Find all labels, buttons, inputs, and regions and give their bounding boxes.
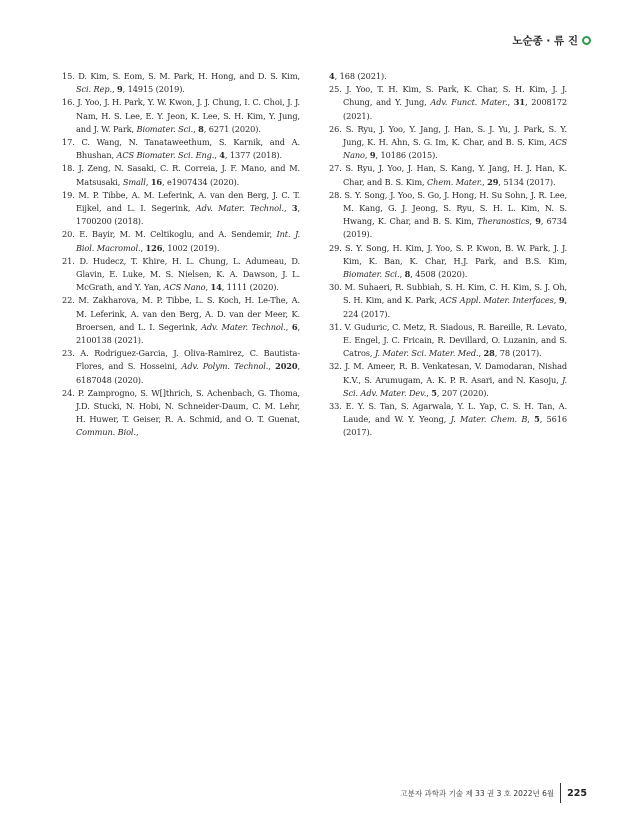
reference-item [329, 360, 567, 400]
reference-volume: 5 [534, 414, 540, 425]
reference-authors: M. Suhaeri, R. Subbiah, S. H. Kim, C. H. Kim, S. J. Oh, S. H. Kim, and K. Park, [341, 282, 567, 306]
reference-separator: , [529, 216, 536, 227]
footer-journal-info: 고분자 과학과 기술 제 33 권 3 호 2022년 6월 [400, 788, 555, 798]
reference-number: 33. [329, 401, 342, 412]
reference-journal: ACS Nano [163, 282, 206, 293]
reference-volume: 9 [369, 150, 376, 161]
reference-authors: C. Wang, N. Tanataweethum, S. Karnik, and A. Bhushan, [74, 137, 300, 161]
reference-authors: A. Rodriguez-Garcia, J. Oliva-Ramirez, C. Bautista-Flores, and S. Hosseini, [74, 348, 300, 372]
reference-authors: E. Y. S. Tan, S. Agarwala, Y. L. Yap, C. S. H. Tan, A. Laude, and W. Y. Yeong, [341, 401, 567, 425]
reference-volume: 6 [291, 321, 298, 332]
reference-pages-year: , 2100138 (2021). [76, 321, 300, 346]
reference-journal: Theranostics [477, 216, 530, 227]
reference-authors: J. Yoo, T. H. Kim, S. Park, K. Char, S. H. Kim, J. J. Chung, and Y. Jung, [341, 84, 567, 108]
reference-pages-year: , 4508 (2020). [410, 269, 468, 280]
reference-separator: , [205, 282, 211, 293]
reference-separator: , [399, 269, 405, 280]
reference-journal: Biomater. Sci. [343, 269, 400, 280]
reference-journal: Adv. Mater. Technol. [195, 203, 285, 214]
reference-item [62, 136, 300, 162]
reference-number: 24. [62, 387, 75, 398]
reference-separator: , [364, 150, 370, 161]
reference-journal: Adv. Polym. Technol. [181, 361, 269, 372]
reference-item [329, 123, 567, 163]
page-header [512, 33, 591, 48]
reference-separator: , [284, 203, 292, 214]
reference-pages-year: , 14915 (2019). [122, 84, 185, 95]
reference-number: 26. [329, 123, 342, 134]
reference-separator: , [135, 427, 139, 438]
reference-pages-year: , 6734 (2019). [343, 216, 567, 240]
reference-volume: 14 [210, 282, 222, 293]
reference-pages-year: , 1700200 (2018). [76, 203, 300, 227]
reference-pages-year: , 168 (2021). [334, 71, 387, 81]
reference-list [62, 70, 567, 440]
reference-number: 27. [329, 163, 342, 174]
reference-volume: 4 [329, 71, 335, 81]
reference-pages-year: , 224 (2017). [343, 295, 567, 319]
reference-number: 30. [329, 282, 342, 293]
reference-separator: , [214, 150, 220, 161]
reference-authors: J. Yoo, J. H. Park, Y. W. Kwon, J. J. Chung, I. C. Choi, J. J. Nam, H. S. Lee, E. Y. Jeon, K. Lee, S. H. Kim, Y. Jung, and J. W. Park, [74, 97, 300, 134]
reference-authors: M. P. Tibbe, A. M. Leferink, A. van den Berg, J. C. T. Eijkel, and L. I. Segerink, [74, 189, 300, 214]
reference-volume: 8 [404, 269, 411, 280]
reference-number: 16. [62, 97, 75, 108]
reference-pages-year: , 1377 (2018). [224, 150, 282, 161]
reference-journal: J. Mater. Chem. B [450, 414, 528, 425]
reference-column-left [62, 70, 300, 440]
reference-pages-year: , 6187048 (2020). [76, 361, 300, 385]
reference-journal: Adv. Funct. Mater. [430, 97, 508, 108]
reference-authors: S. Y. Song, H. Kim, J. Yoo, S. P. Kwon, B. W. Park, J. J. Kim, K. Ban, K. Char, H.J. Park, and B.S. Kim, [341, 242, 567, 266]
reference-authors: S. Y. Song, J. Yoo, S. Go, J. Hong, H. Su Sohn, J. R. Lee, M. Kang, G. J. Jeong, S. Ryu, S. H. L. Kim, N. S. Hwang, K. Char, and B. S. Kim, [341, 189, 567, 227]
reference-volume: 16 [150, 176, 163, 187]
reference-authors: M. Zakharova, M. P. Tibbe, L. S. Koch, H. Le-The, A. M. Leferink, A. van den Berg, A. D. van der Meer, K. Broersen, and L. I. Segerink, [74, 295, 300, 332]
reference-column-right [329, 70, 567, 440]
reference-separator: , [140, 242, 146, 253]
reference-pages-year: , 5134 (2017). [498, 176, 556, 187]
reference-separator: , [426, 387, 432, 398]
page-number: 225 [567, 787, 587, 799]
reference-item [62, 228, 300, 254]
reference-journal: Small [122, 176, 146, 187]
page-footer [400, 783, 587, 803]
reference-number: 18. [62, 163, 75, 174]
reference-item [329, 321, 567, 361]
reference-journal: Commun. Biol. [76, 427, 136, 438]
reference-item [329, 162, 567, 188]
reference-pages-year: , 2008172 (2021). [343, 97, 567, 121]
reference-journal: ACS Nano [343, 137, 567, 161]
reference-separator: , [285, 321, 292, 332]
reference-number: 23. [62, 348, 75, 359]
reference-authors: V. Guduric, C. Metz, R. Siadous, R. Bareille, R. Levato, E. Engel, J. C. Fricain, R. Devillard, O. Luzanin, and S. Catros, [341, 321, 567, 359]
reference-number: 22. [62, 295, 75, 306]
reference-item [329, 400, 567, 440]
reference-authors: S. Ryu, J. Yoo, Y. Jang, J. Han, S. J. Yu, J. Park, S. Y. Jung, K. H. Ahn, S. G. Im, K. Char, and B. S. Kim, [341, 123, 567, 148]
reference-item [62, 162, 300, 188]
reference-authors: J. M. Ameer, R. B. Venkatesan, V. Damodaran, Nishad K.V., S. Arumugam, A. K. P. R. Asari, and N. Kasoju, [341, 361, 567, 385]
reference-item [329, 83, 567, 123]
reference-separator: , [478, 348, 484, 359]
reference-separator: , [553, 295, 559, 306]
reference-number: 32. [329, 361, 342, 372]
reference-journal: Biomater. Sci. [136, 123, 194, 134]
reference-volume: 8 [198, 123, 204, 134]
reference-authors: D. Kim, S. Eom, S. M. Park, H. Hong, and D. S. Kim, [74, 71, 300, 81]
reference-journal: ACS Biomater. Sci. Eng. [116, 150, 215, 161]
reference-pages-year: , 10186 (2015). [375, 150, 438, 161]
reference-volume: 4 [219, 150, 225, 161]
reference-number: 28. [329, 189, 342, 200]
reference-authors: E. Bayir, M. M. Celtikoglu, and A. Sendemir, [74, 229, 277, 240]
reference-volume: 31 [513, 97, 525, 108]
reference-number: 25. [329, 84, 342, 95]
reference-volume: 29 [487, 176, 499, 187]
reference-separator: , [145, 176, 151, 187]
reference-volume: 3 [291, 203, 298, 214]
reference-separator: , [482, 176, 488, 187]
reference-pages-year: , 1002 (2019). [162, 242, 220, 253]
reference-number: 20. [62, 229, 75, 240]
reference-item [62, 96, 300, 136]
reference-item [329, 189, 567, 242]
reference-volume: 2020 [275, 361, 298, 372]
reference-authors: S. Ryu, J. Yoo, J. Han, S. Kang, Y. Jang, H. J. Han, K. Char, and B. S. Kim, [341, 163, 567, 187]
reference-item [62, 347, 300, 387]
reference-volume: 28 [483, 348, 495, 359]
reference-authors: D. Hudecz, T. Khire, H. L. Chung, L. Adumeau, D. Glavin, E. Luke, M. S. Nielsen, K. A. Dawson, J. L. McGrath, and Y. Yan, [74, 255, 300, 293]
reference-journal: J. Mater. Sci. Mater. Med. [374, 348, 479, 359]
reference-pages-year: , e1907434 (2020). [162, 176, 240, 187]
reference-journal: Adv. Mater. Technol. [201, 321, 286, 332]
reference-item [62, 255, 300, 295]
reference-pages-year: , 6271 (2020). [203, 123, 261, 134]
reference-continuation [329, 70, 567, 83]
reference-pages-year: , 1111 (2020). [221, 282, 279, 293]
reference-volume: 9 [117, 84, 123, 95]
reference-journal: ACS Appl. Mater. Interfaces [439, 295, 554, 306]
reference-authors: P. Zamprogno, S. W[]thrich, S. Achenbach, G. Thoma, J.D. Stucki, N. Hobi, N. Schneider-Daum, C. M. Lehr, H. Huwer, T. Geiser, R. A. Schmid, and O. T. Guenat, [74, 387, 300, 425]
reference-number: 17. [62, 137, 75, 148]
reference-number: 29. [329, 242, 342, 253]
reference-item [329, 281, 567, 321]
header-authors: 노순종 · 류 진 [512, 35, 578, 47]
reference-item [62, 70, 300, 96]
reference-number: 15. [62, 71, 75, 81]
reference-item [329, 242, 567, 282]
reference-item [62, 387, 300, 440]
reference-authors: J. Zeng, N. Sasaki, C. R. Correia, J. F. Mano, and M. Matsusaki, [74, 163, 300, 187]
reference-volume: 5 [431, 387, 437, 398]
reference-item [62, 294, 300, 347]
reference-separator: , [507, 97, 514, 108]
reference-number: 19. [62, 189, 75, 200]
reference-pages-year: , 5616 (2017). [343, 414, 567, 438]
reference-item [62, 189, 300, 229]
reference-number: 31. [329, 321, 342, 332]
reference-separator: , [111, 84, 117, 95]
reference-journal: Int. J. Biol. Macromol. [76, 229, 300, 253]
reference-separator: , [268, 361, 276, 372]
reference-number: 21. [62, 255, 75, 266]
footer-divider [560, 783, 561, 803]
reference-volume: 9 [535, 216, 541, 227]
reference-pages-year: , 207 (2020). [436, 387, 489, 398]
reference-separator: , [193, 123, 199, 134]
reference-journal: Chem. Mater. [426, 176, 483, 187]
green-circle-icon [582, 36, 591, 45]
reference-pages-year: , 78 (2017). [494, 348, 542, 359]
reference-journal: J. Sci. Adv. Mater. Dev. [343, 374, 567, 398]
reference-separator: , [527, 414, 535, 425]
reference-volume: 126 [145, 242, 163, 253]
reference-volume: 9 [558, 295, 565, 306]
reference-journal: Sci. Rep. [76, 84, 112, 95]
